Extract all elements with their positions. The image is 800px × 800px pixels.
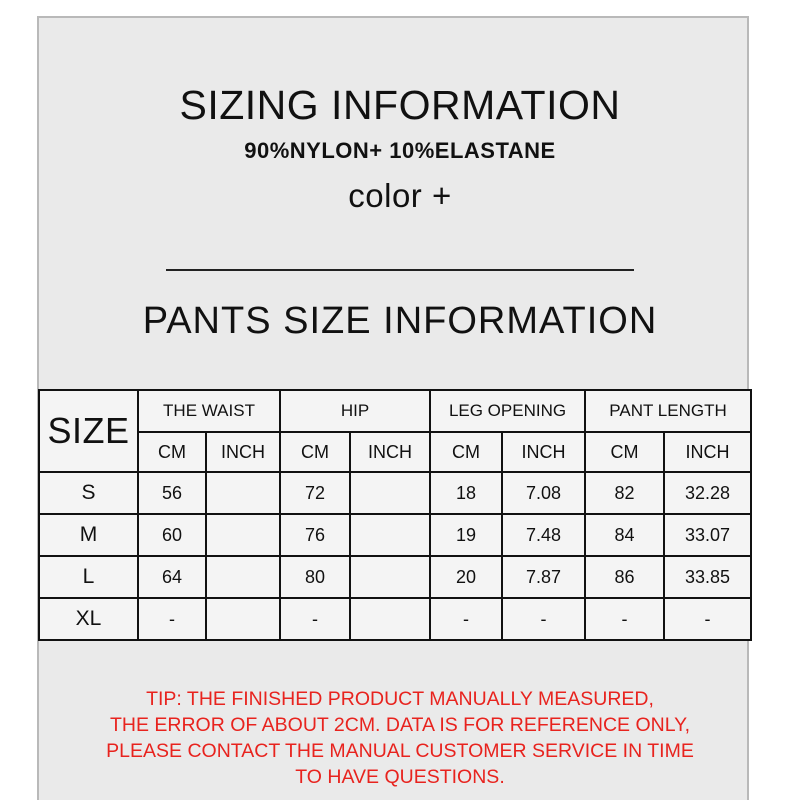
unit-header: CM bbox=[280, 432, 350, 472]
table-cell: 64 bbox=[138, 556, 206, 598]
leg-opening-group-header: LEG OPENING bbox=[430, 390, 585, 432]
size-cell: S bbox=[39, 472, 138, 514]
size-cell: M bbox=[39, 514, 138, 556]
table-cell: 32.28 bbox=[664, 472, 751, 514]
section-title: PANTS SIZE INFORMATION bbox=[142, 300, 658, 342]
divider-line bbox=[166, 269, 634, 271]
table-cell: 7.08 bbox=[502, 472, 585, 514]
unit-header: INCH bbox=[664, 432, 751, 472]
table-cell: 86 bbox=[585, 556, 664, 598]
size-column-header: SIZE bbox=[39, 390, 138, 472]
table-cell: 18 bbox=[430, 472, 502, 514]
color-label: color + bbox=[348, 177, 452, 214]
material-composition: 90%NYLON+ 10%ELASTANE bbox=[244, 138, 556, 163]
table-cell bbox=[350, 556, 430, 598]
size-table bbox=[38, 389, 752, 641]
unit-header: CM bbox=[430, 432, 502, 472]
table-cell: 60 bbox=[138, 514, 206, 556]
unit-header: INCH bbox=[502, 432, 585, 472]
table-cell: - bbox=[585, 598, 664, 640]
table-cell: 7.87 bbox=[502, 556, 585, 598]
table-cell bbox=[350, 598, 430, 640]
table-row bbox=[39, 598, 751, 640]
table-cell: - bbox=[664, 598, 751, 640]
pant-length-group-header: PANT LENGTH bbox=[585, 390, 751, 432]
table-cell: 72 bbox=[280, 472, 350, 514]
table-cell bbox=[350, 472, 430, 514]
table-row bbox=[39, 514, 751, 556]
hip-group-header: HIP bbox=[280, 390, 430, 432]
table-cell bbox=[206, 514, 280, 556]
table-cell: - bbox=[502, 598, 585, 640]
tip-line: THE ERROR OF ABOUT 2CM. DATA IS FOR REFERENCE ONLY, bbox=[109, 714, 691, 736]
tip-line: TIP: THE FINISHED PRODUCT MANUALLY MEASURED, bbox=[146, 688, 654, 710]
table-cell: 33.07 bbox=[664, 514, 751, 556]
unit-header: CM bbox=[138, 432, 206, 472]
page-title: SIZING INFORMATION bbox=[179, 82, 621, 128]
table-cell bbox=[206, 556, 280, 598]
table-cell bbox=[350, 514, 430, 556]
unit-header: INCH bbox=[350, 432, 430, 472]
table-cell: - bbox=[430, 598, 502, 640]
table-cell: 7.48 bbox=[502, 514, 585, 556]
unit-header: INCH bbox=[206, 432, 280, 472]
size-cell: L bbox=[39, 556, 138, 598]
table-cell: 82 bbox=[585, 472, 664, 514]
table-cell: 84 bbox=[585, 514, 664, 556]
measurement-tip bbox=[0, 686, 800, 790]
group-header-row bbox=[39, 390, 751, 432]
table-row bbox=[39, 556, 751, 598]
table-cell: 76 bbox=[280, 514, 350, 556]
table-cell: 19 bbox=[430, 514, 502, 556]
table-cell: 33.85 bbox=[664, 556, 751, 598]
table-row bbox=[39, 472, 751, 514]
table-cell: 56 bbox=[138, 472, 206, 514]
unit-header: CM bbox=[585, 432, 664, 472]
table-cell: 80 bbox=[280, 556, 350, 598]
size-cell: XL bbox=[39, 598, 138, 640]
table-cell bbox=[206, 598, 280, 640]
table-cell: - bbox=[280, 598, 350, 640]
waist-group-header: THE WAIST bbox=[138, 390, 280, 432]
table-cell: 20 bbox=[430, 556, 502, 598]
tip-line: TO HAVE QUESTIONS. bbox=[295, 766, 505, 788]
tip-line: PLEASE CONTACT THE MANUAL CUSTOMER SERVICE IN TIME bbox=[106, 740, 694, 762]
table-cell: - bbox=[138, 598, 206, 640]
table-cell bbox=[206, 472, 280, 514]
unit-header-row bbox=[39, 432, 751, 472]
